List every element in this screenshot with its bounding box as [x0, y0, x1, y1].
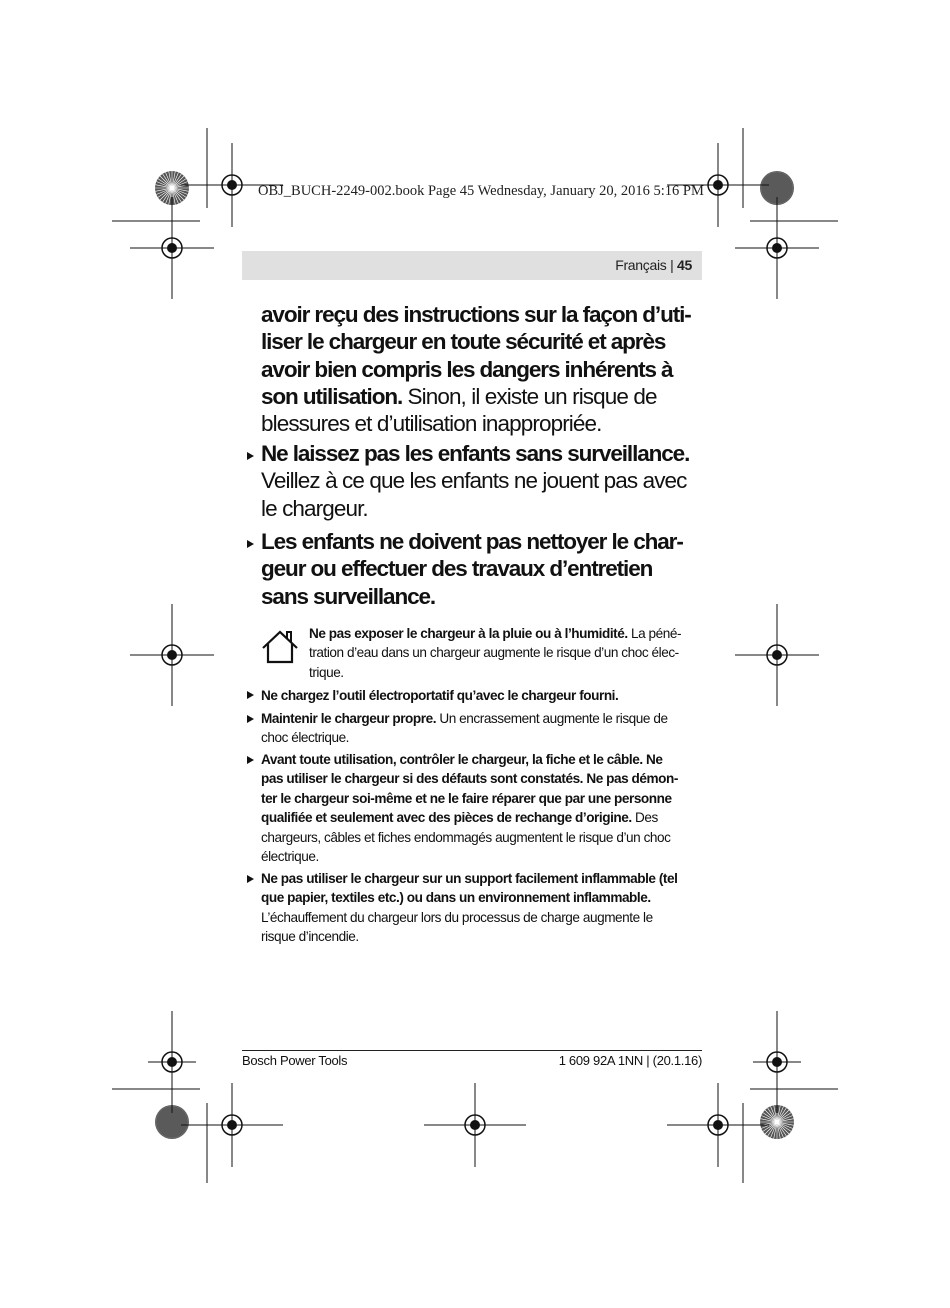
small-item-regular-line: chargeurs, câbles et fiches endommagés augmentent le risque d’un choc: [261, 829, 671, 845]
big-item-bold-line: Ne laissez pas les enfants sans surveillance.: [261, 441, 690, 466]
small-item-bold-text: Ne chargez l’outil électroportatif qu’avec le chargeur fourni.: [261, 688, 619, 703]
small-item-regular-line: choc électrique.: [261, 730, 350, 746]
bullet-triangle-icon: [247, 691, 254, 699]
intro-paragraph: [261, 301, 711, 437]
big-item-children-cleaning: [261, 528, 711, 610]
big-item-bold-line: Les enfants ne doivent pas nettoyer le char-: [261, 529, 683, 554]
small-item-bold-text: Maintenir le chargeur propre.: [261, 711, 437, 726]
small-item-bold-line: Avant toute utilisation, contrôler le chargeur, la fiche et le câble. Ne: [261, 752, 663, 767]
intro-bold-line: son utilisation.: [261, 383, 403, 409]
small-item-regular-line: L’échauffement du chargeur lors du processus de charge augmente le: [261, 909, 653, 925]
bullet-triangle-icon: [247, 875, 254, 883]
note-line: trique.: [309, 664, 344, 680]
small-item-bold-line: ter le chargeur soi-même et ne le faire réparer que par une personne: [261, 790, 672, 806]
small-item-regular-text: Un encrassement augmente le risque de: [436, 711, 668, 726]
header-separator: |: [666, 257, 678, 273]
intro-regular-text: Sinon, il existe un risque de: [402, 383, 657, 409]
intro-regular-line: blessures et d’utilisation inappropriée.: [261, 411, 602, 437]
small-item-supplied-charger: [261, 686, 711, 705]
header-text: [615, 257, 692, 273]
small-item-flammable-surface: [261, 869, 711, 947]
language-label: Français: [615, 257, 667, 273]
small-item-regular-line: risque d’incendie.: [261, 929, 359, 945]
bullet-triangle-icon: [247, 756, 254, 764]
big-item-regular-line: Veillez à ce que les enfants ne jouent pas avec: [261, 468, 687, 494]
big-item-children-supervision: [261, 440, 711, 522]
language-header-bar: [242, 251, 702, 280]
big-item-bold-line: geur ou effectuer des travaux d’entretien: [261, 556, 653, 582]
note-line: tration d’eau dans un chargeur augmente le risque d’un choc élec-: [309, 645, 679, 661]
small-item-regular-line: électrique.: [261, 849, 319, 865]
file-slug: OBJ_BUCH-2249-002.book Page 45 Wednesday, January 20, 2016 5:16 PM: [258, 183, 704, 199]
small-item-bold-line: que papier, textiles etc.) ou dans un environnement inflammable.: [261, 890, 651, 906]
bullet-triangle-icon: [247, 452, 254, 460]
intro-bold-line: avoir reçu des instructions sur la façon d’uti-: [261, 302, 691, 327]
intro-bold-line: avoir bien compris les dangers inhérents à: [261, 356, 673, 382]
small-item-keep-clean: [261, 709, 711, 748]
bullet-triangle-icon: [247, 540, 254, 548]
small-item-bold-line: pas utiliser le chargeur si des défauts sont constatés. Ne pas démon-: [261, 771, 678, 787]
intro-bold-line: liser le chargeur en toute sécurité et après: [261, 329, 666, 355]
house-icon: [261, 628, 299, 664]
footer-doc-number: 1 609 92A 1NN | (20.1.16): [558, 1053, 702, 1068]
small-item-regular-text: Des: [631, 810, 658, 826]
note-regular-text: La péné-: [627, 626, 682, 641]
big-item-regular-line: le chargeur.: [261, 495, 368, 521]
big-item-bold-line: sans surveillance.: [261, 583, 436, 609]
note-bold-text: Ne pas exposer le chargeur à la pluie ou à l’humidité.: [309, 626, 628, 641]
page-number: 45: [677, 257, 692, 273]
footer-rule: [242, 1050, 702, 1051]
footer-brand: Bosch Power Tools: [242, 1053, 348, 1068]
bullet-triangle-icon: [247, 715, 254, 723]
small-item-bold-line: Ne pas utiliser le chargeur sur un support facilement inflammable (tel: [261, 871, 678, 886]
small-item-bold-text: qualifiée et seulement avec des pièces de rechange d’origine.: [261, 810, 632, 826]
small-item-inspect-before-use: [261, 750, 711, 866]
indoor-use-note: [309, 624, 709, 682]
